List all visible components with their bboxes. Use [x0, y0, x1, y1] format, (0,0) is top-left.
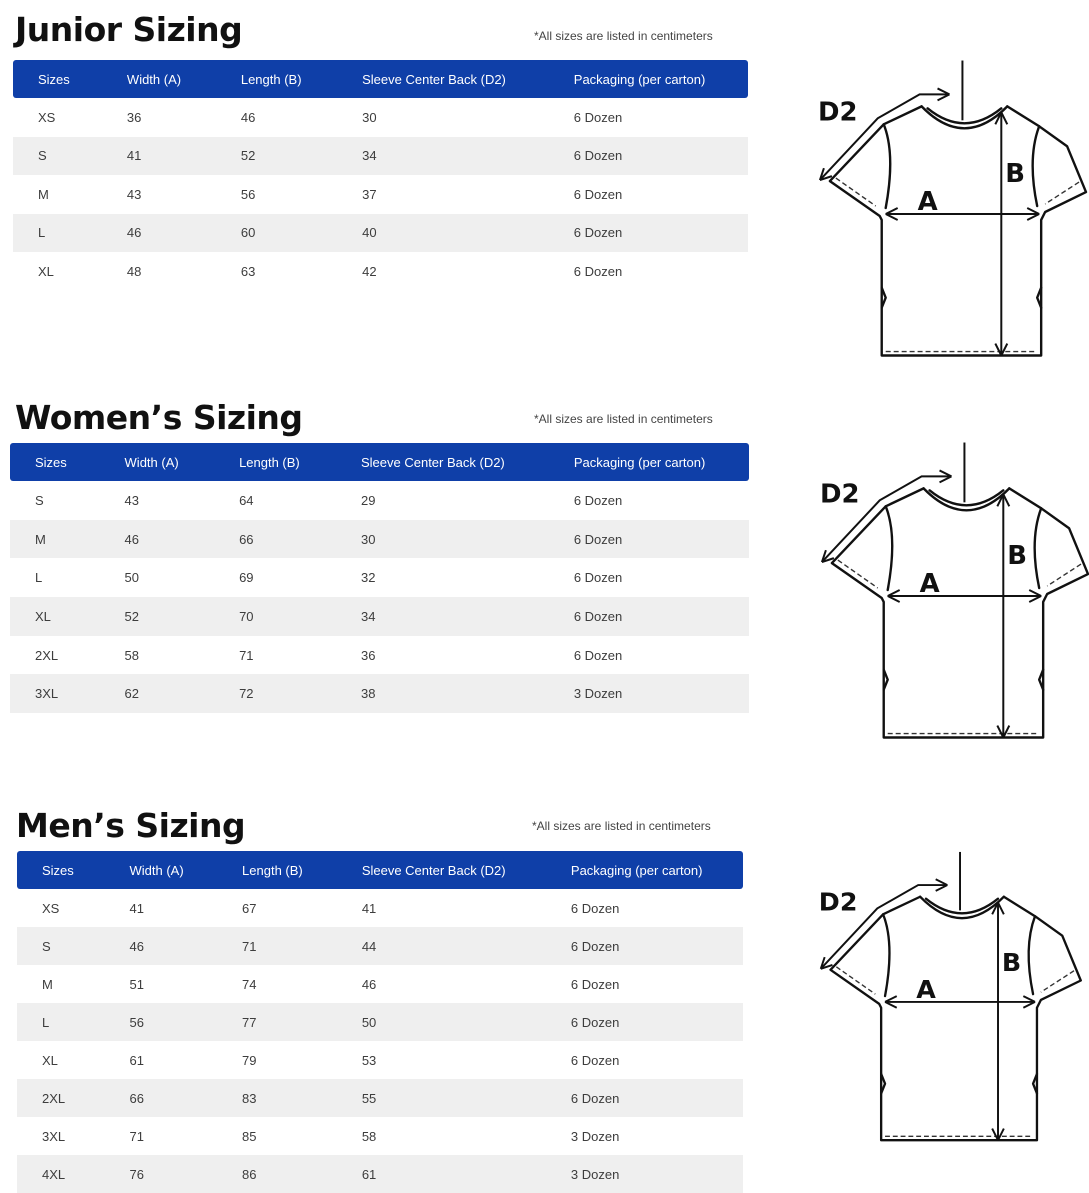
table-cell: S	[13, 137, 127, 176]
table-cell: 53	[361, 1052, 377, 1068]
shirt-diagram-women	[802, 440, 1089, 746]
table-cell: 50	[124, 570, 139, 586]
table-cell: 30	[362, 109, 377, 125]
table-cell: 6 Dozen	[573, 570, 623, 586]
shirt-outline	[831, 897, 1081, 1140]
table-row	[13, 214, 748, 253]
table-row	[10, 520, 749, 559]
table-cell: 6 Dozen	[571, 1079, 743, 1117]
shirt-outline	[830, 106, 1086, 355]
table-cell: 46	[130, 927, 243, 965]
table-cell: 6 Dozen	[573, 186, 623, 202]
table-cell: 3XL	[42, 1128, 66, 1144]
table-cell: XL	[10, 597, 125, 636]
table-cell: 71	[129, 1128, 144, 1144]
table-cell: 71	[242, 927, 362, 965]
junior-size-table	[13, 60, 748, 291]
table-row	[17, 927, 743, 965]
column-header: Sleeve Center Back (D2)	[362, 60, 574, 98]
table-cell: 6 Dozen	[570, 976, 620, 992]
table-row	[13, 252, 748, 291]
b-label: B	[1005, 159, 1026, 190]
table-header-row	[13, 60, 748, 98]
table-cell: 56	[240, 186, 256, 202]
table-cell: XS	[38, 109, 56, 125]
table-cell: 42	[362, 263, 377, 279]
column-header: Packaging (per carton)	[571, 851, 743, 889]
table-cell: L	[35, 570, 43, 586]
table-cell: 29	[360, 492, 376, 508]
table-cell: 6 Dozen	[573, 647, 623, 663]
table-cell: M	[42, 976, 53, 992]
table-cell: 46	[125, 520, 240, 559]
b-label: B	[1007, 541, 1028, 572]
men-units-note: *All sizes are listed in centimeters	[532, 819, 711, 833]
table-cell: 50	[362, 1003, 571, 1041]
table-cell: XS	[42, 900, 60, 916]
shirt-outline	[832, 488, 1088, 737]
table-cell: 6 Dozen	[570, 900, 620, 916]
column-header: Sleeve Center Back (D2)	[362, 851, 571, 889]
table-cell: 6 Dozen	[573, 109, 623, 125]
table-cell: 64	[239, 492, 254, 508]
table-cell: 43	[124, 492, 139, 508]
table-cell: 36	[360, 647, 376, 663]
table-row	[10, 636, 749, 675]
table-row	[17, 889, 743, 927]
table-cell: 48	[126, 263, 142, 279]
table-header-row	[17, 851, 743, 889]
table-cell: 86	[242, 1155, 362, 1193]
table-row	[10, 481, 749, 520]
column-header: Sleeve Center Back (D2)	[361, 443, 574, 481]
table-cell: 52	[125, 597, 240, 636]
table-row	[17, 1079, 743, 1117]
table-cell: 46	[127, 214, 241, 253]
table-cell: 36	[126, 109, 142, 125]
table-cell: 52	[241, 137, 362, 176]
table-cell: 30	[361, 520, 574, 559]
table-cell: 6 Dozen	[574, 597, 749, 636]
table-cell: S	[35, 492, 44, 508]
table-cell: 6 Dozen	[571, 1003, 743, 1041]
table-cell: 34	[361, 597, 574, 636]
table-cell: 66	[130, 1079, 243, 1117]
table-cell: 6 Dozen	[573, 492, 623, 508]
b-label: B	[1001, 946, 1022, 977]
table-cell: 83	[242, 1079, 362, 1117]
table-cell: 56	[130, 1003, 243, 1041]
column-header: Width (A)	[125, 443, 240, 481]
column-header: Sizes	[13, 60, 127, 98]
table-row	[13, 175, 748, 214]
a-label: A	[919, 569, 940, 600]
table-cell: 6 Dozen	[571, 927, 743, 965]
women-units-note: *All sizes are listed in centimeters	[534, 412, 713, 426]
table-cell: 66	[239, 520, 361, 559]
table-cell: M	[38, 186, 49, 202]
table-row	[13, 98, 748, 137]
column-header: Length (B)	[241, 60, 362, 98]
table-cell: 44	[362, 927, 571, 965]
table-cell: XL	[42, 1052, 58, 1068]
a-label: A	[916, 974, 936, 1005]
table-cell: 55	[362, 1079, 571, 1117]
a-label: A	[917, 187, 938, 218]
table-cell: 2XL	[35, 647, 59, 663]
column-header: Length (B)	[239, 443, 361, 481]
table-cell: 40	[362, 214, 574, 253]
table-cell: 62	[125, 674, 240, 713]
table-cell: 6 Dozen	[574, 214, 748, 253]
table-row	[13, 137, 748, 176]
table-cell: 6 Dozen	[573, 263, 623, 279]
table-cell: L	[13, 214, 127, 253]
column-header: Packaging (per carton)	[574, 443, 749, 481]
table-cell: 46	[361, 976, 377, 992]
table-cell: 61	[362, 1155, 571, 1193]
table-cell: 6 Dozen	[574, 520, 749, 559]
table-cell: 58	[124, 647, 139, 663]
men-title: Men’s Sizing	[16, 806, 246, 845]
table-cell: 63	[240, 263, 256, 279]
table-cell: 51	[129, 976, 144, 992]
table-header-row	[10, 443, 749, 481]
table-cell: 41	[361, 900, 377, 916]
table-cell: 74	[242, 976, 257, 992]
table-row	[17, 1155, 743, 1193]
table-cell: 3 Dozen	[571, 1155, 743, 1193]
table-cell: S	[17, 927, 130, 965]
table-cell: 76	[130, 1155, 243, 1193]
table-cell: 37	[362, 186, 377, 202]
table-cell: 77	[242, 1003, 362, 1041]
column-header: Packaging (per carton)	[574, 60, 748, 98]
table-row	[17, 1041, 743, 1079]
table-cell: 67	[242, 900, 257, 916]
table-cell: 79	[242, 1052, 257, 1068]
table-cell: 41	[127, 137, 241, 176]
d2-label: D2	[819, 479, 860, 510]
table-cell: 71	[239, 647, 254, 663]
table-cell: 4XL	[17, 1155, 130, 1193]
table-cell: 69	[239, 570, 254, 586]
table-cell: M	[10, 520, 125, 559]
table-cell: L	[17, 1003, 130, 1041]
d2-label: D2	[817, 97, 858, 128]
table-cell: 41	[129, 900, 144, 916]
d2-label: D2	[818, 886, 858, 917]
table-row	[10, 558, 749, 597]
table-cell: 3 Dozen	[574, 674, 749, 713]
table-cell: 34	[362, 137, 574, 176]
table-row	[17, 1003, 743, 1041]
table-cell: 38	[361, 674, 574, 713]
table-cell: XL	[38, 263, 54, 279]
table-row	[10, 597, 749, 636]
table-cell: 61	[129, 1052, 144, 1068]
table-cell: 46	[240, 109, 256, 125]
shirt-diagram-men	[796, 850, 1089, 1148]
table-cell: 3 Dozen	[570, 1128, 620, 1144]
junior-units-note: *All sizes are listed in centimeters	[534, 29, 713, 43]
table-cell: 6 Dozen	[570, 1052, 620, 1068]
table-cell: 32	[360, 570, 376, 586]
women-title: Women’s Sizing	[15, 398, 303, 437]
table-cell: 70	[239, 597, 361, 636]
shirt-diagram-junior	[800, 58, 1089, 364]
table-row	[10, 674, 749, 713]
women-size-table	[10, 443, 749, 713]
column-header: Width (A)	[130, 851, 243, 889]
table-cell: 2XL	[17, 1079, 130, 1117]
table-cell: 3XL	[10, 674, 125, 713]
table-cell: 60	[241, 214, 362, 253]
column-header: Sizes	[17, 851, 130, 889]
table-cell: 85	[242, 1128, 257, 1144]
junior-title: Junior Sizing	[15, 10, 243, 49]
column-header: Length (B)	[242, 851, 362, 889]
table-cell: 43	[126, 186, 142, 202]
table-cell: 72	[239, 674, 361, 713]
table-cell: 58	[361, 1128, 377, 1144]
table-row	[17, 1117, 743, 1155]
column-header: Width (A)	[127, 60, 241, 98]
men-size-table	[17, 851, 743, 1193]
table-row	[17, 965, 743, 1003]
column-header: Sizes	[10, 443, 125, 481]
table-cell: 6 Dozen	[574, 137, 748, 176]
